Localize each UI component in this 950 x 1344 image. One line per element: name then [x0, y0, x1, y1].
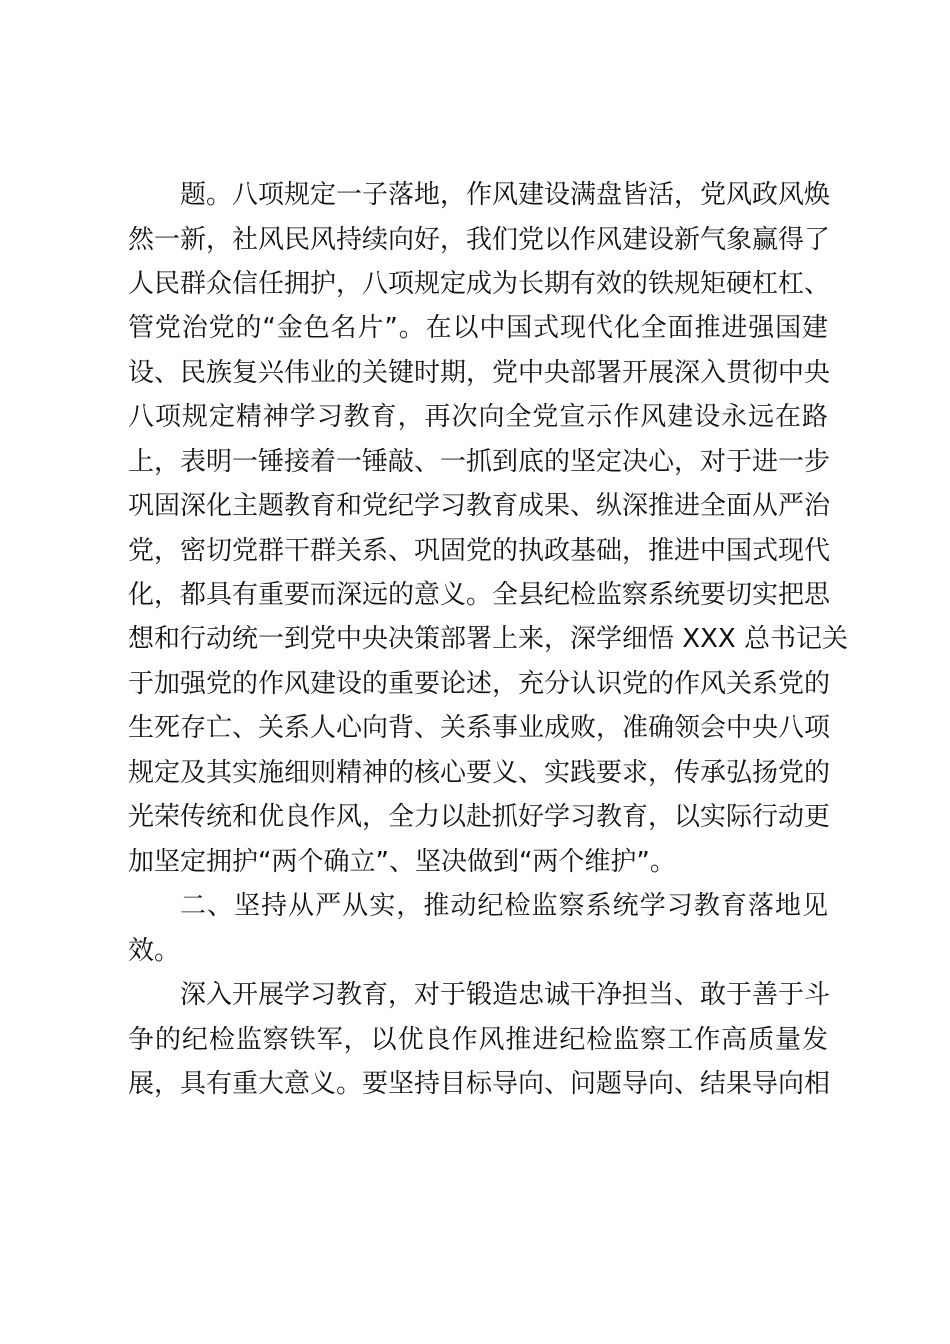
text-line: 人民群众信任拥护，八项规定成为长期有效的铁规矩硬杠杠、: [128, 269, 831, 299]
text-line: 于加强党的作风建设的重要论述，充分认识党的作风关系党的: [128, 669, 831, 699]
text-line: 然一新，社风民风持续向好，我们党以作风建设新气象赢得了: [128, 225, 831, 255]
text-line: 加坚定拥护“两个确立”、坚决做到“两个维护”。: [128, 847, 676, 877]
text-line: 题。八项规定一子落地，作风建设满盘皆活，党风政风焕: [180, 180, 831, 210]
section-heading: 二、坚持从严从实，推动纪检监察系统学习教育落地见: [180, 891, 828, 921]
text-line: 管党治党的“金色名片”。在以中国式现代化全面推进强国建: [128, 313, 828, 343]
text-line: 生死存亡、关系人心向背、关系事业成败，准确领会中央八项: [128, 713, 831, 743]
text-line: 规定及其实施细则精神的核心要义、实践要求，传承弘扬党的: [128, 758, 831, 788]
text-line: 巩固深化主题教育和党纪学习教育成果、纵深推进全面从严治: [128, 491, 831, 521]
text-line: 八项规定精神学习教育，再次向全党宣示作风建设永远在路: [128, 402, 828, 432]
text-line: 想和行动统一到党中央决策部署上来，深学细悟 XXX 总书记关: [128, 624, 848, 654]
text-line: 设、民族复兴伟业的关键时期，党中央部署开展深入贯彻中央: [128, 358, 831, 388]
text-line: 深入开展学习教育，对于锻造忠诚干净担当、敢于善于斗: [180, 980, 831, 1010]
text-line: 争的纪检监察铁军，以优良作风推进纪检监察工作高质量发: [128, 1025, 828, 1055]
text-line: 光荣传统和优良作风，全力以赴抓好学习教育，以实际行动更: [128, 802, 831, 832]
text-line: 党，密切党群干群关系、巩固党的执政基础，推进中国式现代: [128, 536, 831, 566]
text-line: 上，表明一锤接着一锤敲、一抓到底的坚定决心，对于进一步: [128, 447, 831, 477]
section-heading-continued: 效。: [128, 936, 181, 966]
text-line: 展，具有重大意义。要坚持目标导向、问题导向、结果导向相: [128, 1069, 831, 1099]
text-line: 化，都具有重要而深远的意义。全县纪检监察系统要切实把思: [128, 580, 831, 610]
